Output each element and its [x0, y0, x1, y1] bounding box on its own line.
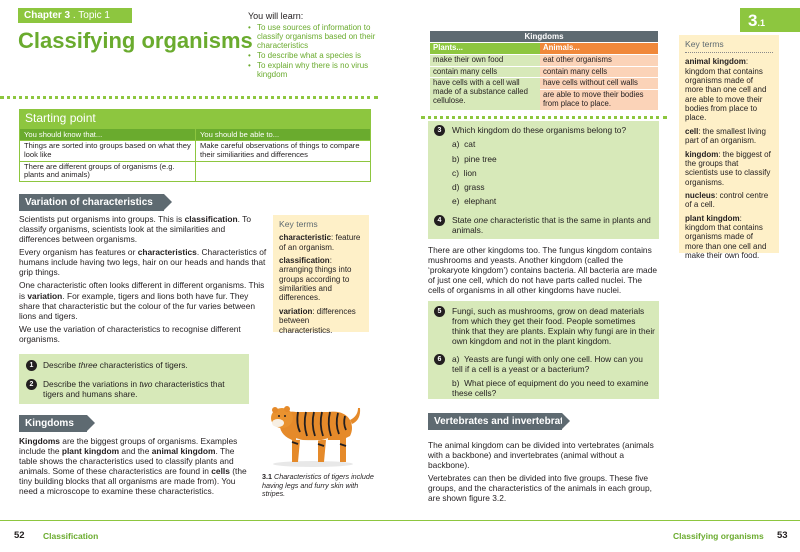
- starting-point-table: [19, 128, 371, 182]
- table-cell: have cells without cell walls: [540, 78, 658, 90]
- section-heading-kingdoms: [19, 415, 87, 432]
- key-terms-heading: Key terms: [685, 39, 773, 53]
- paragraph: Kingdoms are the biggest groups of organisms. Examples include the plant kingdom and the animal kingdom. The table shows the characteristics used to classify plants and animals. Some of these characteristics are found in cells (the tiny building blocks that all organisms are made from). You need a microscope to examine these characteristics.: [19, 436, 247, 497]
- other-kingdoms-text: There are other kingdoms too. The fungus kingdom contains mushrooms and yeasts. Another kingdom (called the ‘prokaryote kingdom’) contains bacteria. All bacteria are made of just one cell, which do not have parts called nuclei. The cells of organisms in all other kingdoms have nuclei.: [428, 245, 658, 296]
- key-term: classification: arranging things into groups according to similarities and differences.: [279, 256, 352, 303]
- key-terms-box: [679, 35, 779, 261]
- kingdoms-table: [430, 31, 658, 111]
- table-row: [430, 66, 658, 78]
- dotted-divider: [421, 116, 667, 119]
- table-cell: [196, 161, 371, 181]
- table-cell: Things are sorted into groups based on what they look like: [20, 141, 196, 161]
- key-term: kingdom: the biggest of the groups that scientists use to classify organisms.: [685, 149, 771, 187]
- chapter-tab: Chapter 3 . Topic 1: [18, 8, 132, 23]
- key-term: nucleus: control centre of a cell.: [685, 190, 769, 210]
- question-number: 3: [434, 125, 445, 136]
- key-terms-heading: Key terms: [279, 219, 318, 229]
- question-text: Describe the variations in two characteristics that tigers and humans share.: [43, 379, 225, 400]
- table-cell: Make careful observations of things to compare their similiarities and differences: [196, 141, 371, 161]
- table-row: [20, 161, 371, 181]
- learn-heading: You will learn:: [248, 11, 304, 21]
- table-row: [430, 78, 658, 90]
- question-text: Describe three characteristics of tigers.: [43, 360, 188, 370]
- paragraph: The animal kingdom can be divided into vertebrates (animals with a backbone) and invertebrates (animal without a backbone).: [428, 440, 654, 471]
- paragraph: One characteristic often looks different in different organisms. This is variation. For example, tigers and lions both have fur. They share that characteristic but the colour of the fur varies between lions and tigers.: [19, 280, 265, 321]
- learn-item: • To describe what a species is: [248, 52, 378, 61]
- starting-point-box: [19, 109, 371, 182]
- footer-rule: [0, 520, 800, 521]
- learn-item: • To use sources of information to classify organisms based on their characteristics: [248, 24, 378, 51]
- question-part: e) elephant: [452, 196, 497, 206]
- table-cell: contain many cells: [430, 66, 540, 78]
- question-number: 4: [434, 215, 445, 226]
- question-part: d) grass: [452, 182, 485, 192]
- key-term: cell: the smallest living part of an organism.: [685, 126, 766, 146]
- section-number: 3: [748, 11, 758, 30]
- kingdoms-text: [19, 436, 251, 499]
- table-cell: eat other organisms: [540, 54, 658, 66]
- topic-label: Topic 1: [78, 10, 110, 21]
- page-title: Classifying organisms: [18, 28, 253, 53]
- key-term: characteristic: feature of an organism.: [279, 233, 361, 252]
- figure-number: 3.1: [262, 472, 272, 481]
- key-term: variation: differences between characteristics.: [279, 306, 356, 335]
- section-heading-variation: [19, 194, 164, 211]
- question-part: b) pine tree: [452, 154, 497, 164]
- table-row: [20, 141, 371, 161]
- page-number-left: 52: [14, 530, 25, 541]
- table-cell: contain many cells: [540, 66, 658, 78]
- paragraph: Every organism has features or characteristics. Characteristics of humans include having two legs, hair on our heads and hands that grip things.: [19, 247, 267, 278]
- section-heading-text: Kingdoms: [25, 418, 74, 429]
- section-heading-vertebrates: [428, 413, 575, 430]
- table-cell: There are different groups of organisms (e.g. plants and animals): [20, 161, 196, 181]
- question-part: a) cat: [452, 139, 476, 149]
- paragraph: Scientists put organisms into groups. This is classification. To classify organisms, scientists look at the similarities and differences between organisms.: [19, 214, 251, 245]
- question-part: b) What piece of equipment do you need to examine these cells?: [452, 378, 649, 399]
- chapter-label: Chapter 3: [24, 10, 71, 21]
- key-term: plant kingdom: kingdom that contains organisms made of more than one cell and make their own food.: [685, 213, 767, 261]
- col-header-animals: Animals...: [540, 43, 658, 55]
- tiger-illustration: [266, 398, 361, 468]
- question-box-right: [428, 121, 659, 239]
- paragraph: Vertebrates can then be divided into five groups. These five groups, and the characteristics of the animals in each group, are shown figure 3.2.: [428, 473, 652, 504]
- col-header-able: You should be able to...: [196, 129, 371, 141]
- table-cell: are able to move their bodies from place to place.: [540, 90, 658, 111]
- dotted-divider: [0, 96, 378, 99]
- section-heading-text: Variation of characteristics: [25, 197, 153, 208]
- col-header-plants: Plants...: [430, 43, 540, 55]
- key-terms-box: [273, 215, 369, 335]
- question-number: 5: [434, 306, 445, 317]
- table-row: [430, 54, 658, 66]
- table-cell: have cells with a cell wall made of a substance called cellulose.: [430, 78, 540, 110]
- footer-chapter-label: Classification: [43, 531, 99, 541]
- footer-topic-label: Classifying organisms: [673, 531, 764, 541]
- caption-text: Characteristics of tigers include having legs and furry skin with stripes.: [262, 472, 374, 499]
- question-text: Fungi, such as mushrooms, grow on dead materials from which they get their food. People sometimes think that they are plants. Explain why fungi are in their own kingdom and not in the plant kingdom.: [452, 306, 655, 347]
- question-number: 6: [434, 354, 445, 365]
- section-sub: .1: [757, 18, 765, 28]
- variation-text: [19, 214, 267, 347]
- learn-item: • To explain why there is no virus kingdom: [248, 62, 378, 80]
- col-header-know: You should know that...: [20, 129, 196, 141]
- question-box-left: [19, 354, 249, 404]
- table-title: Kingdoms: [430, 31, 658, 43]
- question-part: a) Yeasts are fungi with only one cell. How can you tell if a cell is a yeast or a bacterium?: [452, 354, 643, 375]
- key-term: animal kingdom: kingdom that contains organisms made of more than one cell and are able to move their bodies from place to place.: [685, 57, 767, 123]
- section-tab: [740, 8, 800, 32]
- page-number-right: 53: [777, 530, 788, 541]
- vertebrates-text: [428, 440, 660, 506]
- question-text: State one characteristic that is the same in plants and animals.: [452, 215, 651, 236]
- starting-point-title: Starting point: [19, 109, 371, 128]
- question-text: Which kingdom do these organisms belong to?: [452, 125, 627, 135]
- learning-objectives: [248, 11, 378, 81]
- paragraph: We use the variation of characteristics to recognise different organisms.: [19, 323, 241, 344]
- table-cell: make their own food: [430, 54, 540, 66]
- section-heading-text: Vertebrates and invertebrates: [434, 416, 575, 427]
- question-box-right-2: [428, 301, 659, 399]
- question-number: 1: [26, 360, 37, 371]
- question-number: 2: [26, 379, 37, 390]
- figure-caption: [262, 473, 374, 499]
- question-part: c) lion: [452, 168, 477, 178]
